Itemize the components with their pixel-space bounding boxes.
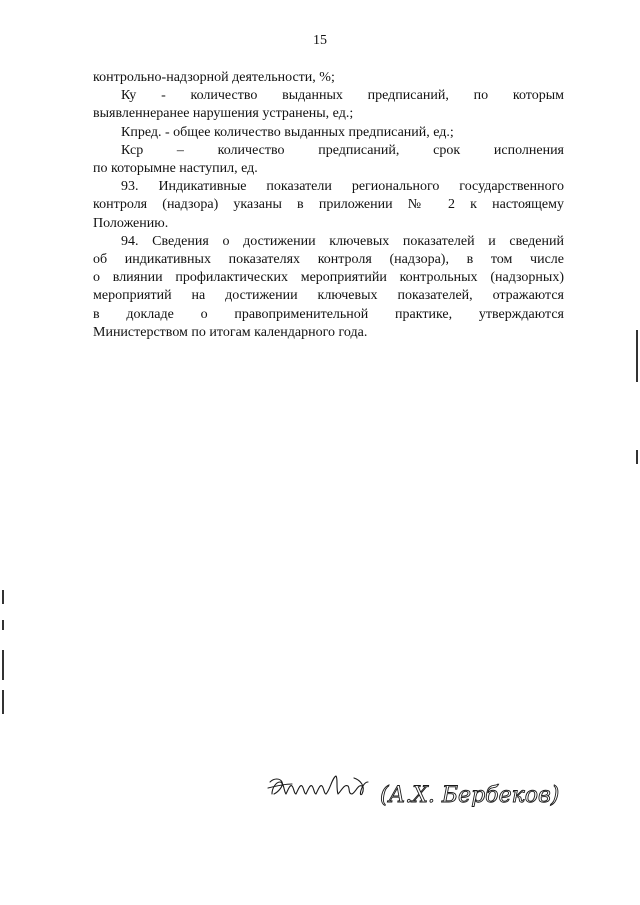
text-line: выявленнеранее нарушения устранены, ед.; — [93, 106, 354, 122]
text-line: мероприятий на достижении ключевых показателей, отражаются — [93, 288, 564, 304]
scan-edge-mark — [636, 330, 638, 382]
signature-scribble — [268, 776, 368, 795]
signature-name: (А.Х. Бербеков) — [380, 783, 560, 808]
text-line: о влиянии профилактических мероприятийи контрольных (надзорных) — [93, 270, 564, 286]
text-line: контрольно-надзорной деятельности, %; — [93, 70, 335, 85]
page-number: 15 — [313, 33, 327, 48]
scan-edge-mark — [2, 590, 4, 604]
text-line: 93. Индикативные показатели регионального государственного — [121, 179, 564, 195]
text-line: в докладе о правоприменительной практике, утверждаются — [93, 306, 564, 322]
text-line: 94. Сведения о достижении ключевых показателей и сведений — [121, 233, 564, 249]
text-line: Кпред. - общее количество выданных предписаний, ед.; — [121, 124, 454, 140]
text-line: Кср – количество предписаний, срок исполнения — [121, 142, 564, 158]
text-line: об индикативных показателях контроля (надзора), в том числе — [93, 252, 564, 268]
scan-edge-mark — [636, 450, 638, 464]
scan-edge-mark — [2, 690, 4, 714]
scan-edge-mark — [2, 620, 4, 630]
text-line: контроля (надзора) указаны в приложении № 2 к настоящему — [93, 197, 564, 213]
scan-edge-mark — [2, 650, 4, 680]
handwritten-signature — [262, 764, 562, 826]
document-body — [93, 69, 564, 342]
text-line: Ку - количество выданных предписаний, по которым — [121, 88, 564, 104]
text-line: по которымне наступил, ед. — [93, 161, 258, 177]
text-line: Положению. — [93, 215, 169, 231]
text-line: Министерством по итогам календарного года. — [93, 324, 368, 340]
